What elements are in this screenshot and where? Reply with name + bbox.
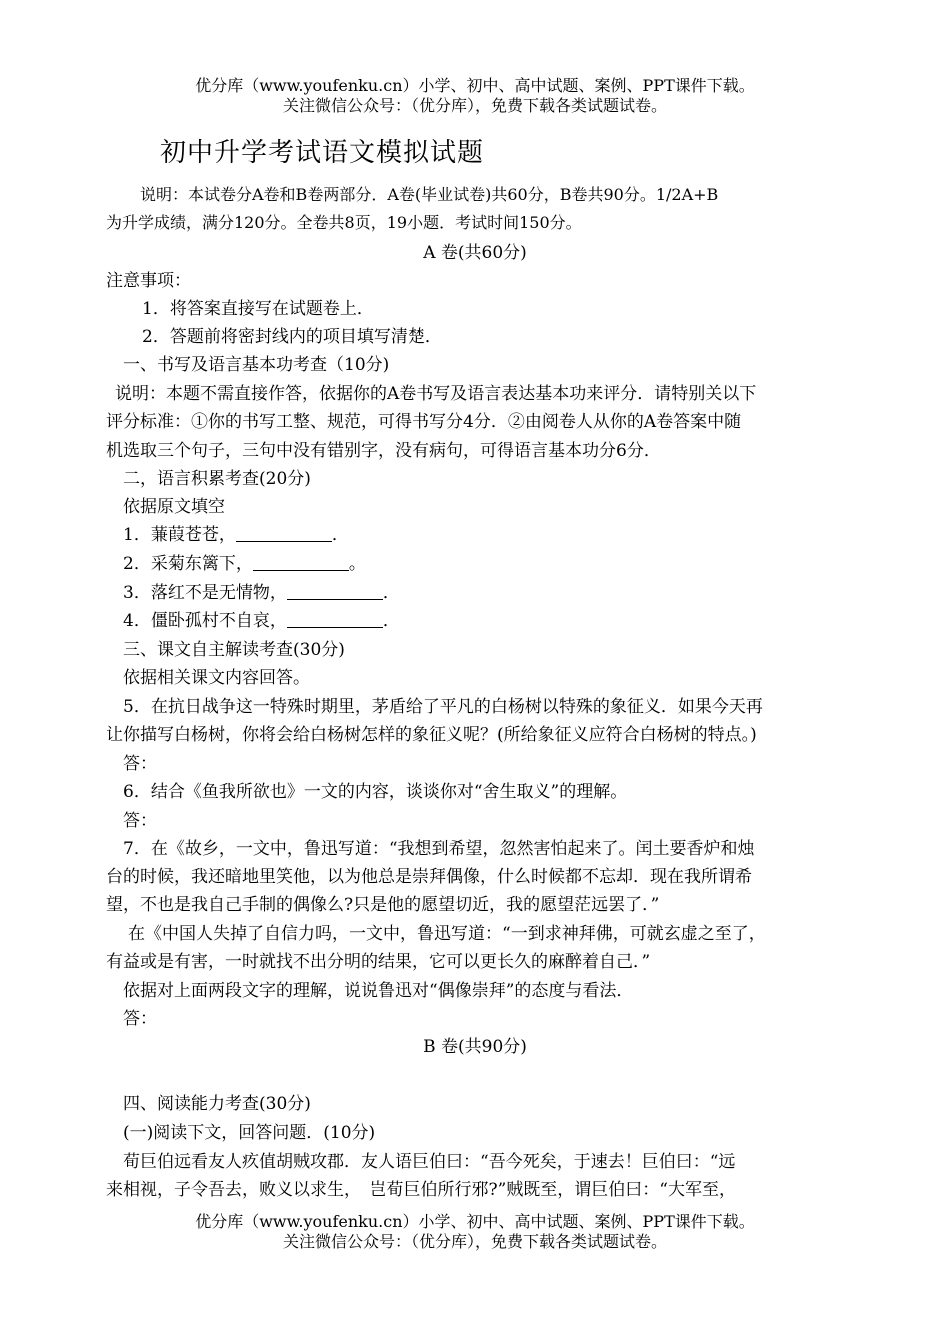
question-5-line-2: 让你描写白杨树，你将会给白杨树怎样的象征义呢？(所给象征义应符合白杨树的特点。) xyxy=(106,725,757,745)
reading-text-line-2: 来相视，子令吾去，败义以求生， 岂荀巨伯所行邪?”贼既至，谓巨伯曰：“大军至， xyxy=(106,1180,736,1200)
part2-heading: 二，语言积累考查(20分) xyxy=(123,469,311,489)
fill-item-1-prefix: 1．蒹葭苍苍， xyxy=(123,525,236,545)
fill-item-4 xyxy=(123,610,400,632)
question-7-line-6: 依据对上面两段文字的理解，说说鲁迅对“偶像崇拜”的态度与看法． xyxy=(123,981,634,1001)
question-7-line-4: 在《中国人失掉了自信力吗，一文中，鲁迅写道：“一到求神拜佛，可就玄虚之至了， xyxy=(128,924,766,944)
section-a-heading: A 卷(共60分) xyxy=(423,243,527,263)
part3-heading: 三、课文自主解读考查(30分) xyxy=(123,640,345,660)
question-7-line-3: 望，不也是我自己手制的偶像么?只是他的愿望切近，我的愿望茫远罢了．” xyxy=(106,895,660,915)
footer-line-2: 关注微信公众号：（优分库），免费下载各类试题试卷。 xyxy=(282,1232,667,1251)
part4-heading: 四、阅读能力考查(30分) xyxy=(123,1094,311,1114)
answer-blank-2[interactable] xyxy=(253,554,349,571)
question-7-line-1: 7．在《故乡，一文中，鲁迅写道：“我想到希望，忽然害怕起来了。闰土要香炉和烛 xyxy=(123,839,755,859)
answer-blank-3[interactable] xyxy=(287,583,383,600)
question-7-line-2: 台的时候，我还暗地里笑他，以为他总是崇拜偶像，什么时候都不忘却．现在我所谓希 xyxy=(106,867,752,887)
intro-line-1: 说明：本试卷分A卷和B卷两部分．A卷(毕业试卷)共60分，B卷共90分。1/2A+B xyxy=(140,185,719,204)
part1-desc-2: 评分标准：①你的书写工整、规范，可得书写分4分．②由阅卷人从你的A卷答案中随 xyxy=(106,412,742,432)
page-title: 初中升学考试语文模拟试题 xyxy=(160,138,485,168)
question-5-line-1: 5．在抗日战争这一特殊时期里，茅盾给了平凡的白杨树以特殊的象征义．如果今天再 xyxy=(123,697,763,717)
fill-item-3-prefix: 3．落红不是无情物， xyxy=(123,583,287,603)
part1-desc-3: 机选取三个句子，三句中没有错别字，没有病句，可得语言基本功分6分． xyxy=(106,441,661,461)
answer-label-7: 答： xyxy=(123,1009,157,1029)
fill-item-2 xyxy=(123,553,366,575)
part3-instruction: 依据相关课文内容回答。 xyxy=(123,668,310,688)
section-b-heading: B 卷(共90分) xyxy=(423,1037,527,1057)
answer-blank-1[interactable] xyxy=(236,525,332,542)
fill-item-2-prefix: 2．采菊东篱下， xyxy=(123,554,253,574)
notice-title: 注意事项： xyxy=(106,271,191,291)
part4-sub-heading: (一)阅读下文，回答问题．(10分) xyxy=(123,1123,376,1143)
part1-heading: 一、书写及语言基本功考查（10分) xyxy=(123,355,390,375)
fill-item-4-suffix: ． xyxy=(382,611,400,631)
intro-line-2: 为升学成绩，满分120分。全卷共8页，19小题．考试时间150分。 xyxy=(106,213,582,232)
fill-item-3 xyxy=(123,582,400,604)
footer-line-1: 优分库（www.youfenku.cn）小学、初中、高中试题、案例、PPT课件下载。 xyxy=(195,1212,755,1231)
question-7-line-5: 有益或是有害，一时就找不出分明的结果，它可以更长久的麻醉着自己．” xyxy=(106,952,651,972)
fill-item-4-prefix: 4．僵卧孤村不自哀， xyxy=(123,611,287,631)
reading-text-line-1: 荀巨伯远看友人疚值胡贼攻郡．友人语巨伯曰：“吾今死矣，于速去！巨伯曰：“远 xyxy=(123,1152,736,1172)
answer-label-5: 答： xyxy=(123,754,157,774)
part2-instruction: 依据原文填空 xyxy=(123,497,225,517)
fill-item-3-suffix: ． xyxy=(382,583,400,603)
answer-label-6: 答： xyxy=(123,811,157,831)
header-line-2: 关注微信公众号：（优分库），免费下载各类试题试卷。 xyxy=(282,96,667,115)
answer-blank-4[interactable] xyxy=(287,611,383,628)
header-line-1: 优分库（www.youfenku.cn）小学、初中、高中试题、案例、PPT课件下载。 xyxy=(195,76,755,95)
notice-item-1: 1．将答案直接写在试题卷上． xyxy=(142,299,374,319)
fill-item-1 xyxy=(123,524,349,546)
part1-desc-1: 说明：本题不需直接作答，依据你的A卷书写及语言表达基本功来评分．请特别关以下 xyxy=(115,384,757,404)
fill-item-2-suffix: 。 xyxy=(348,554,366,574)
notice-item-2: 2．答题前将密封线内的项目填写清楚． xyxy=(142,327,442,347)
question-6: 6．结合《鱼我所欲也》一文的内容，谈谈你对“舍生取义”的理解。 xyxy=(123,782,628,802)
fill-item-1-suffix: ． xyxy=(331,525,349,545)
